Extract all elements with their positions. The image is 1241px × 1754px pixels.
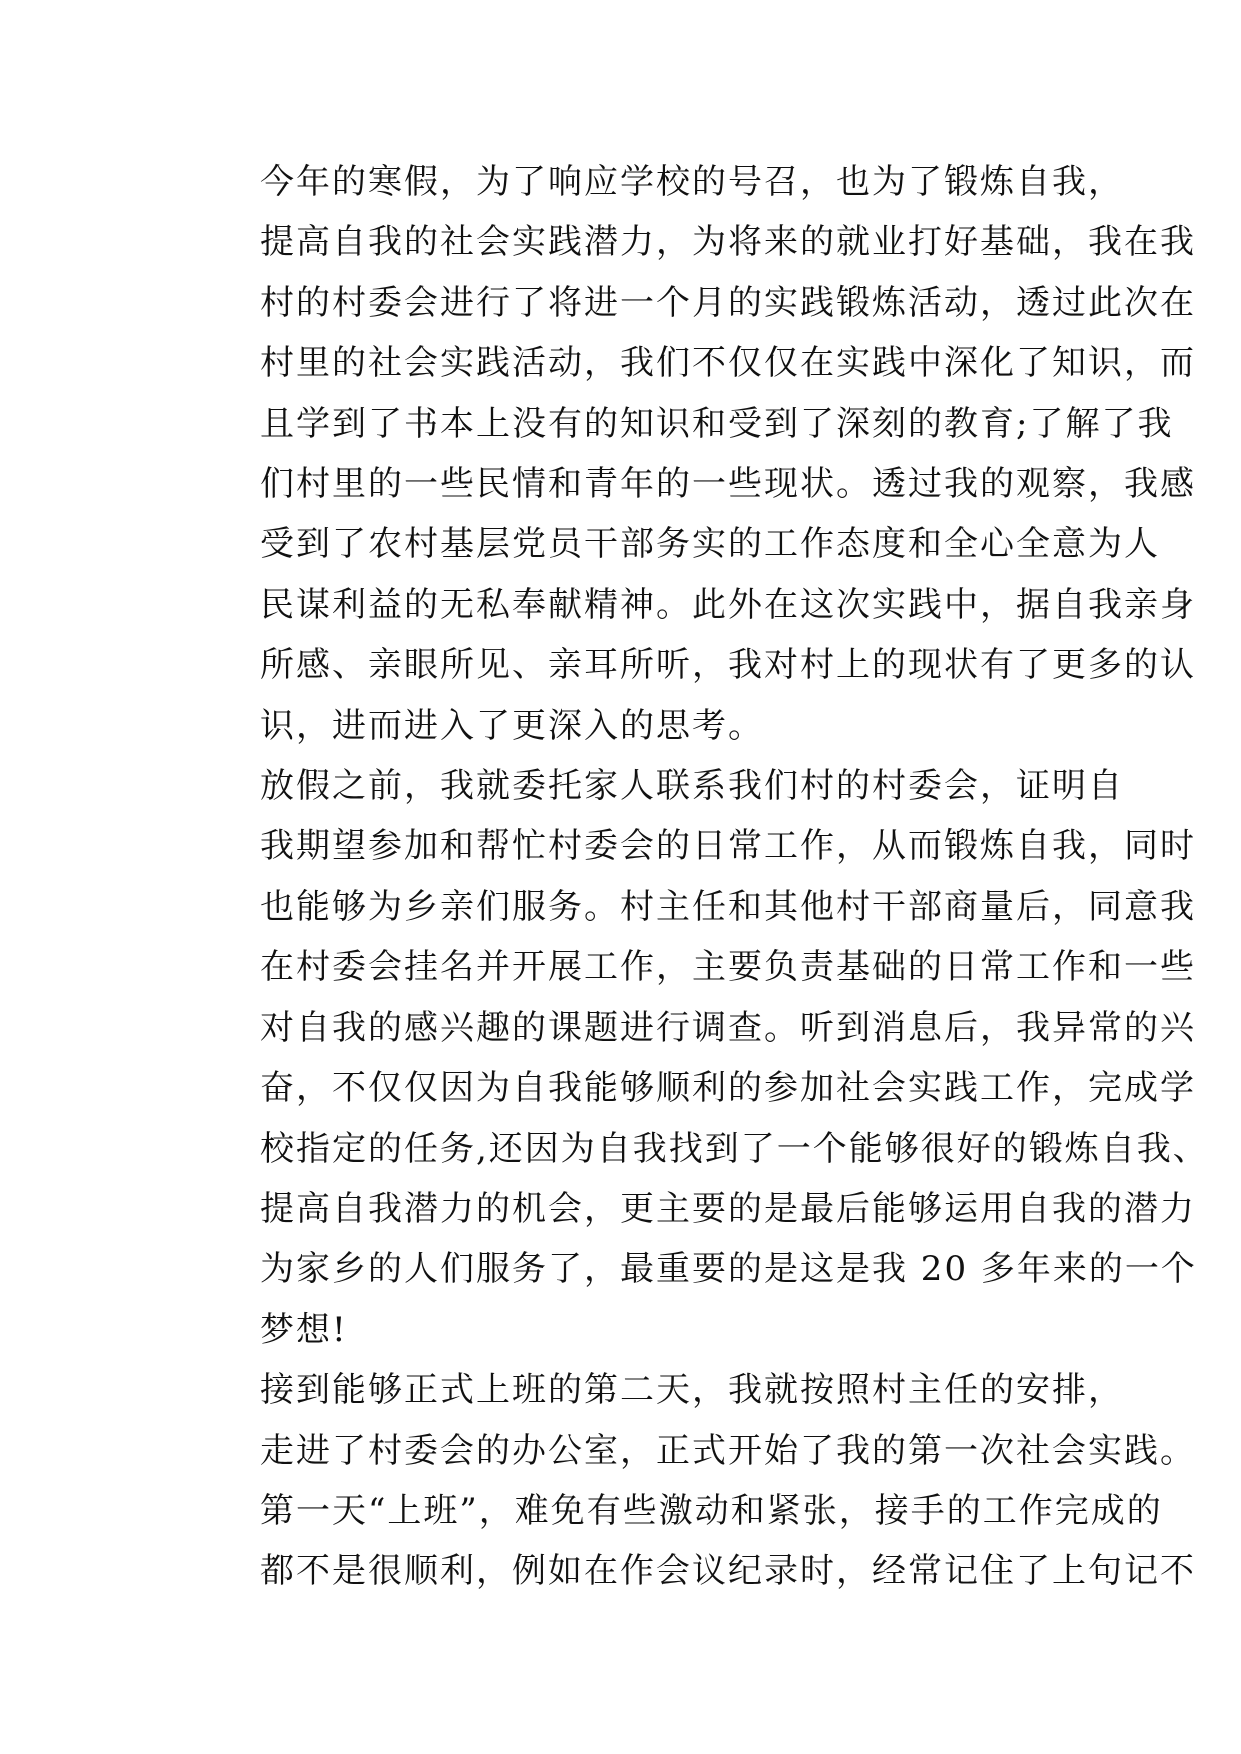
text-line: 提高自我的社会实践潜力，为将来的就业打好基础，我在我 <box>260 222 1196 263</box>
text-line: 梦想! <box>260 1309 348 1350</box>
text-line: 第一天“上班”，难免有些激动和紧张，接手的工作完成的 <box>260 1490 1163 1531</box>
text-line: 校指定的任务,还因为自我找到了一个能够很好的锻炼自我、 <box>260 1128 1209 1169</box>
text-line: 受到了农村基层党员干部务实的工作态度和全心全意为人 <box>260 524 1160 565</box>
text-line: 放假之前，我就委托家人联系我们村的村委会，证明自 <box>260 766 1124 807</box>
text-line: 走进了村委会的办公室，正式开始了我的第一次社会实践。 <box>260 1430 1196 1471</box>
body-text <box>192 152 1209 1602</box>
text-line: 识，进而进入了更深入的思考。 <box>260 705 764 746</box>
text-line: 民谋利益的无私奉献精神。此外在这次实践中，据自我亲身 <box>260 584 1196 625</box>
text-line: 村的村委会进行了将进一个月的实践锻炼活动，透过此次在 <box>260 282 1196 323</box>
text-line: 所感、亲眼所见、亲耳所听，我对村上的现状有了更多的认 <box>260 645 1196 686</box>
text-line: 也能够为乡亲们服务。村主任和其他村干部商量后，同意我 <box>260 886 1196 927</box>
text-line: 村里的社会实践活动，我们不仅仅在实践中深化了知识，而 <box>260 343 1196 384</box>
text-line: 今年的寒假，为了响应学校的号召，也为了锻炼自我， <box>260 162 1124 202</box>
text-line: 奋，不仅仅因为自我能够顺利的参加社会实践工作，完成学 <box>260 1068 1196 1109</box>
paragraph-3 <box>192 1360 1196 1602</box>
text-line: 们村里的一些民情和青年的一些现状。透过我的观察，我感 <box>260 464 1196 505</box>
text-line: 都不是很顺利，例如在作会议纪录时，经常记住了上句记不 <box>260 1551 1196 1592</box>
text-line: 接到能够正式上班的第二天，我就按照村主任的安排， <box>260 1370 1124 1411</box>
paragraph-1 <box>192 152 1196 756</box>
paragraph-2 <box>192 756 1209 1360</box>
text-line: 且学到了书本上没有的知识和受到了深刻的教育;了解了我 <box>260 403 1174 444</box>
text-line: 我期望参加和帮忙村委会的日常工作，从而锻炼自我，同时 <box>260 826 1196 867</box>
text-line: 为家乡的人们服务了，最重要的是这是我 20 多年来的一个 <box>260 1249 1197 1290</box>
text-line: 在村委会挂名并开展工作，主要负责基础的日常工作和一些 <box>260 947 1196 988</box>
text-line: 对自我的感兴趣的课题进行调查。听到消息后，我异常的兴 <box>260 1007 1196 1048</box>
text-line: 提高自我潜力的机会，更主要的是最后能够运用自我的潜力 <box>260 1188 1196 1229</box>
